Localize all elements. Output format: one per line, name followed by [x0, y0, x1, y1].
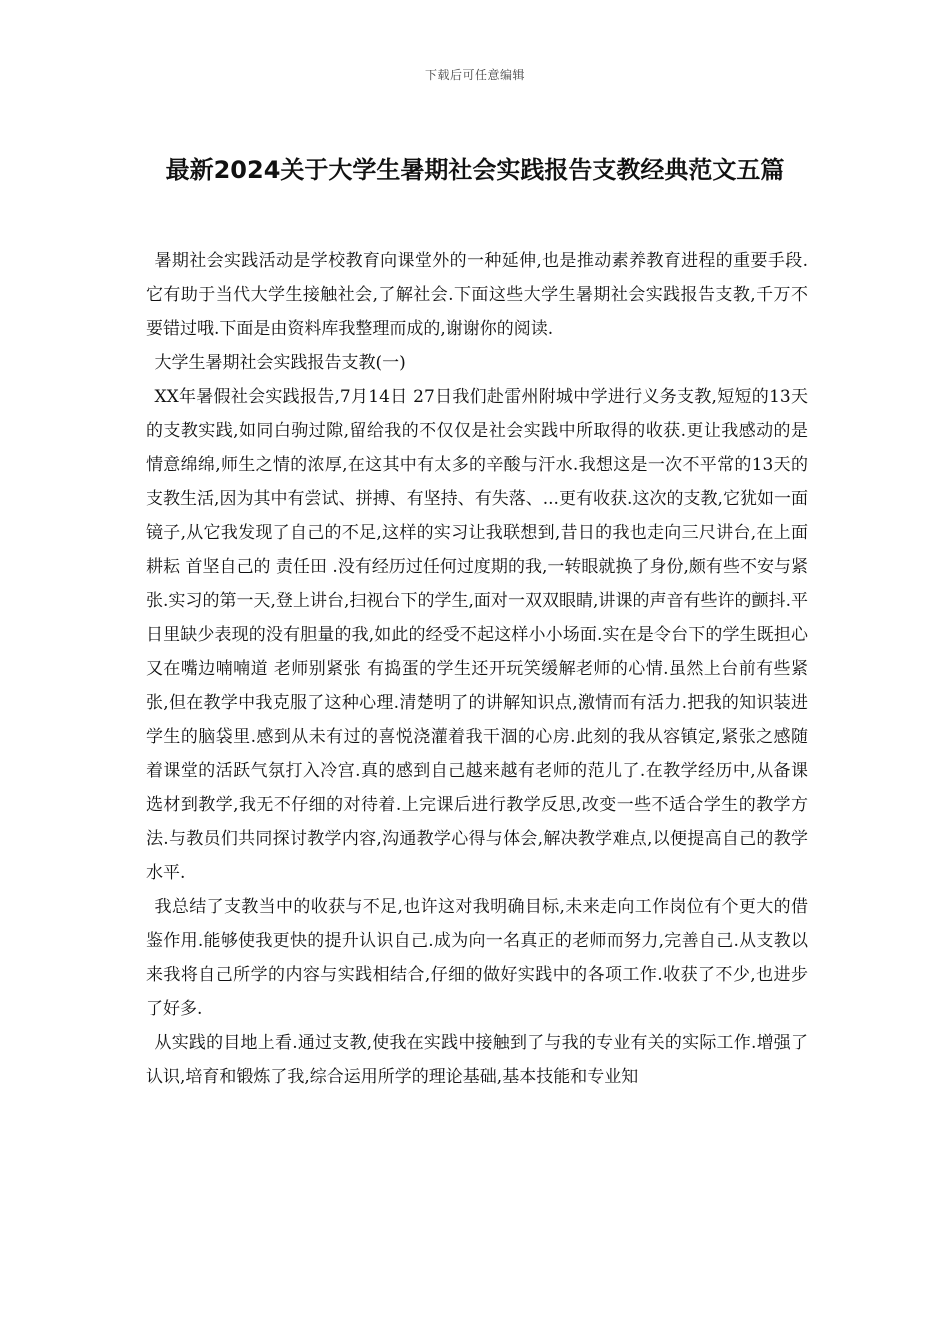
- document-title: 最新2024关于大学生暑期社会实践报告支教经典范文五篇: [165, 156, 785, 184]
- document-body: [146, 244, 808, 1094]
- body-paragraph: 我总结了支教当中的收获与不足,也许这对我明确目标,未来走向工作岗位有个更大的借鉴作用.能够使我更快的提升认识自己.成为向一名真正的老师而努力,完善自己.从支教以来我将自己所学的内容与实践相结合,仔细的做好实践中的各项工作.收获了不少,也进步了好多.: [146, 897, 808, 1019]
- section-heading: 大学生暑期社会实践报告支教(一): [154, 353, 406, 373]
- intro-paragraph: 暑期社会实践活动是学校教育向课堂外的一种延伸,也是推动素养教育进程的重要手段.它有助于当代大学生接触社会,了解社会.下面这些大学生暑期社会实践报告支教,千万不要错过哦.下面是由资料库我整理而成的,谢谢你的阅读.: [146, 251, 808, 339]
- body-paragraph: XX年暑假社会实践报告,7月14日 27日我们赴雷州附城中学进行义务支教,短短的13天的支教实践,如同白驹过隙,留给我的不仅仅是社会实践中所取得的收获.更让我感动的是情意绵绵,师生之情的浓厚,在这其中有太多的辛酸与汗水.我想这是一次不平常的13天的支教生活,因为其中有尝试、拼搏、有坚持、有失落、...更有收获.这次的支教,它犹如一面镜子,从它我发现了自己的不足,这样的实习让我联想到,昔日的我也走向三尺讲台,在上面 耕耘 首坚自己的 责任田 .没有经历过任何过度期的我,一转眼就换了身份,颇有些不安与紧张.实习的第一天,登上讲台,扫视台下的学生,面对一双双眼睛,讲课的声音有些许的颤抖.平日里缺少表现的没有胆量的我,如此的经受不起这样小小场面.实在是令台下的学生既担心又在嘴边喃喃道 老师别紧张 有捣蛋的学生还开玩笑缓解老师的心情.虽然上台前有些紧张,但在教学中我克服了这种心理.清楚明了的讲解知识点,激情而有活力.把我的知识装进学生的脑袋里.感到从未有过的喜悦浇灌着我干涸的心房.此刻的我从容镇定,紧张之感随着课堂的活跃气氛打入冷宫.真的感到自己越来越有老师的范儿了.在教学经历中,从备课选材到教学,我无不仔细的对待着.上完课后进行教学反思,改变一些不适合学生的教学方法.与教员们共同探讨教学内容,沟通教学心得与体会,解决教学难点,以便提高自己的教学水平.: [146, 387, 808, 883]
- page-header-note: 下载后可任意编辑: [424, 68, 525, 82]
- body-paragraph: 从实践的目地上看.通过支教,使我在实践中接触到了与我的专业有关的实际工作.增强了认识,培育和锻炼了我,综合运用所学的理论基础,基本技能和专业知: [146, 1033, 808, 1087]
